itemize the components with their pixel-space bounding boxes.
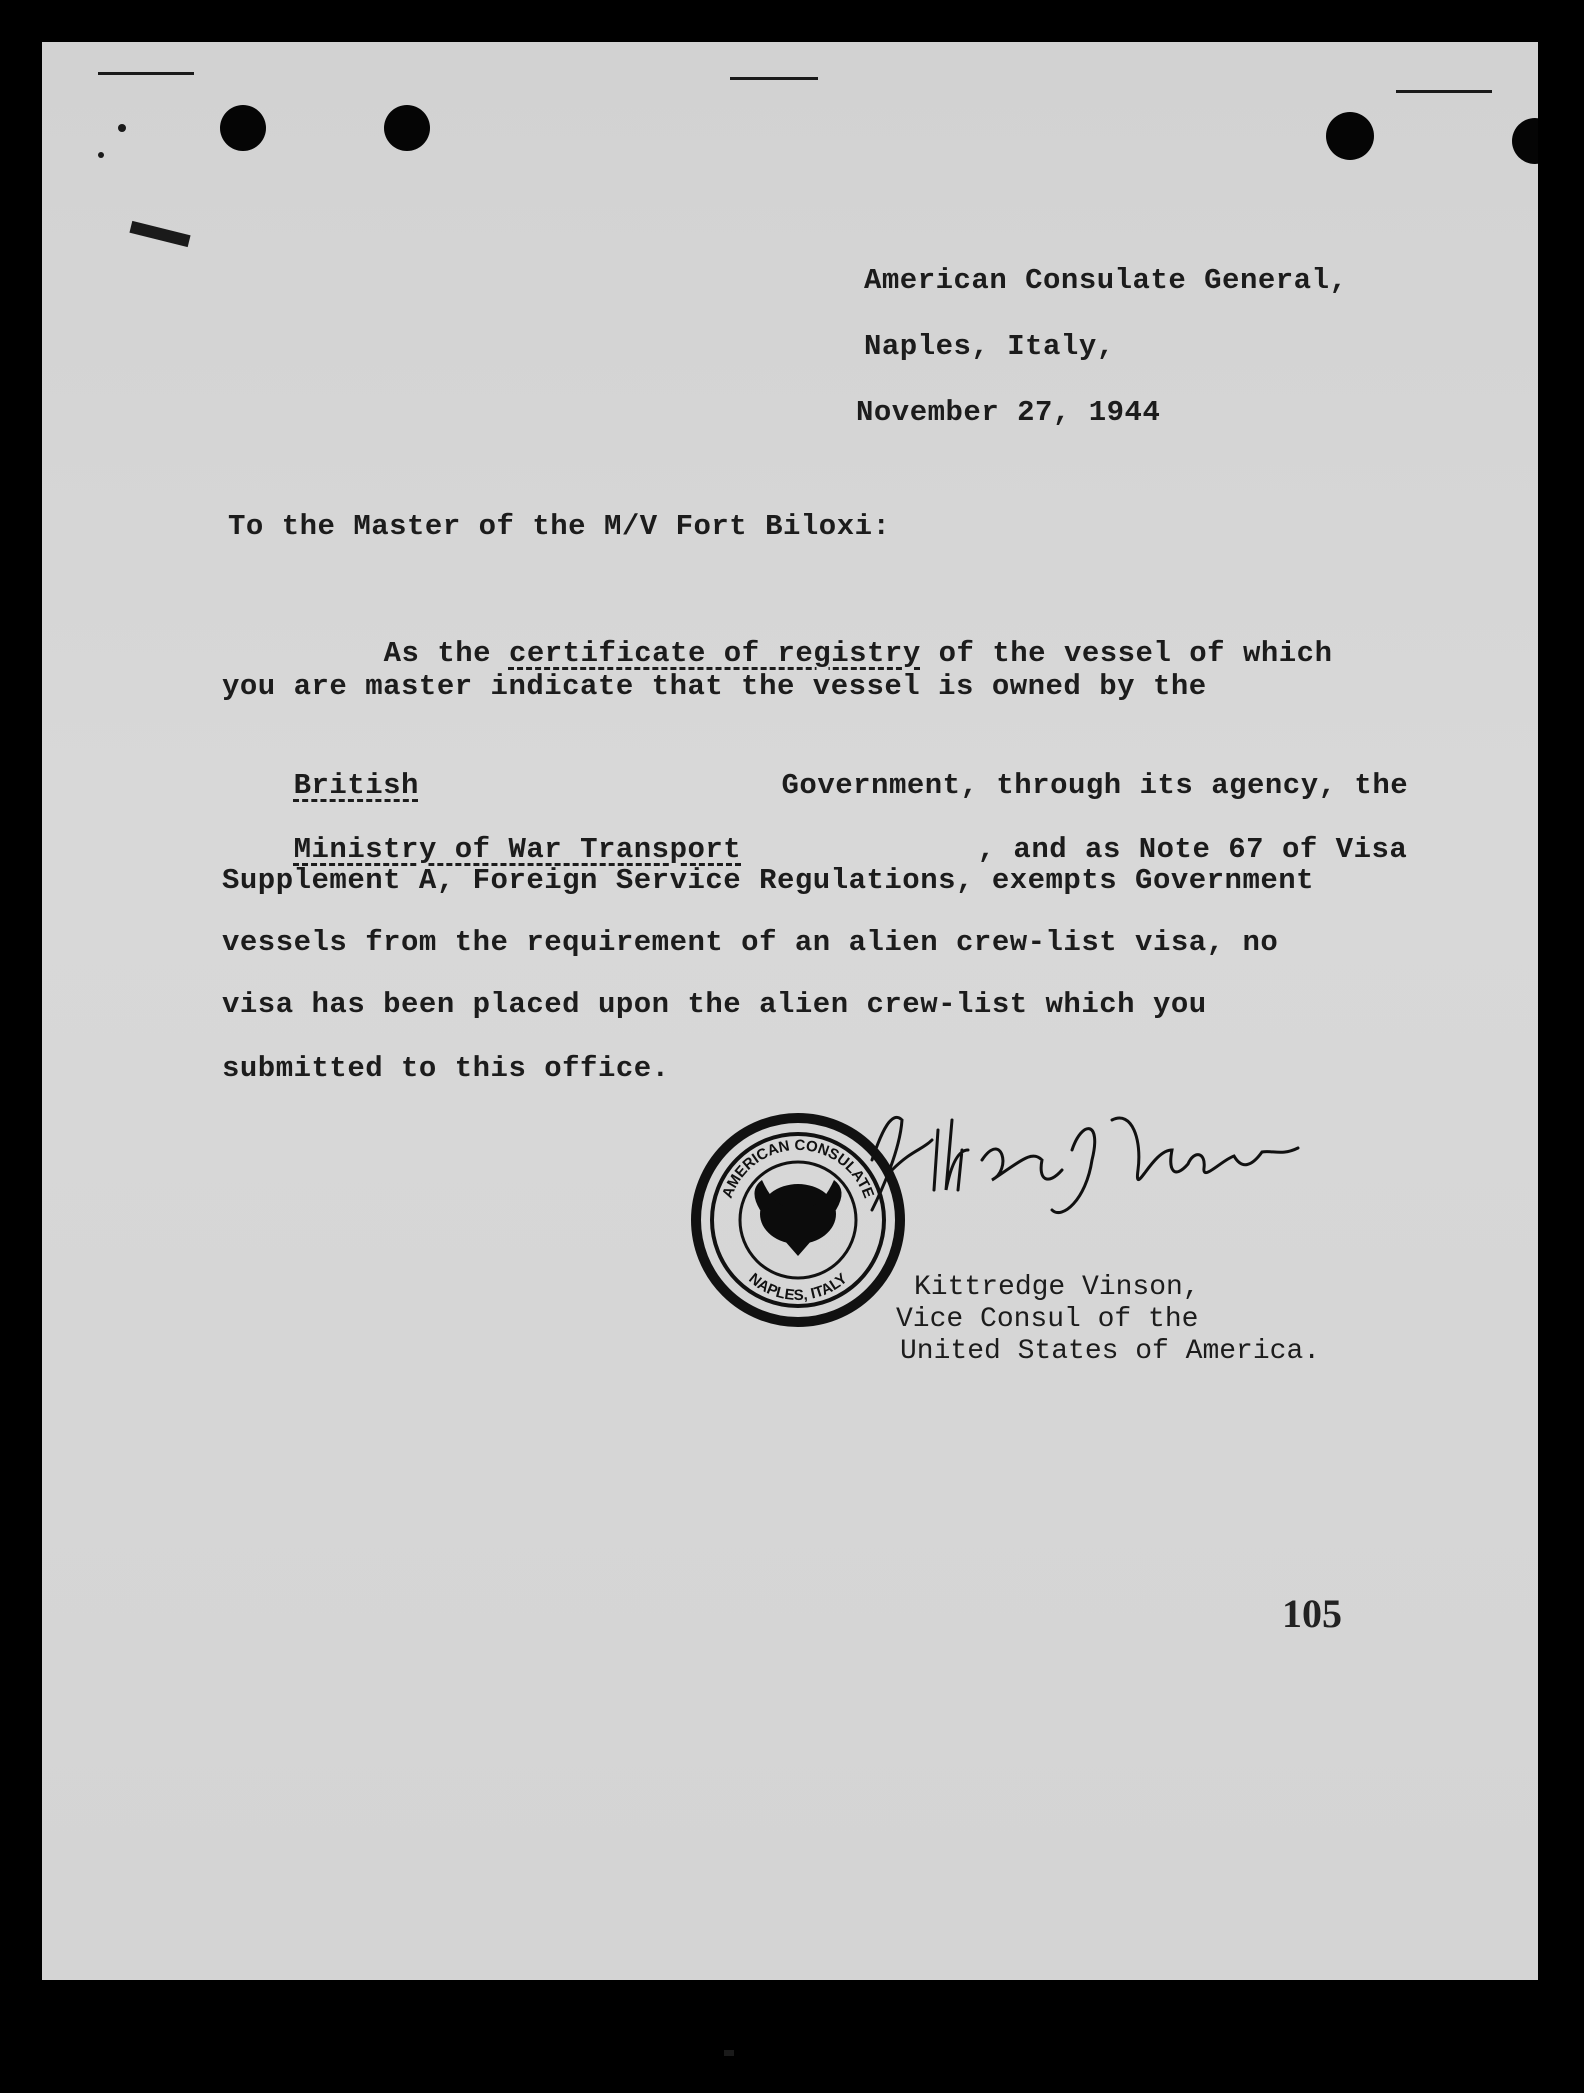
body-text: Government, through its agency, the — [763, 769, 1409, 802]
signer-title-line1: Vice Consul of the — [896, 1304, 1199, 1335]
body-text: , and as Note 67 of Visa — [977, 833, 1408, 866]
body-line: you are master indicate that the vessel is owned by the — [222, 670, 1207, 703]
form-field-government: British — [293, 769, 419, 802]
body-text: of the vessel of which — [920, 637, 1333, 670]
paper-mark — [129, 221, 190, 247]
paper-mark — [98, 152, 104, 158]
eagle-emblem-icon — [754, 1180, 841, 1256]
form-field-document-type: certificate of registry — [508, 637, 921, 670]
paper-mark — [730, 77, 818, 80]
page-number: 105 — [1282, 1591, 1342, 1636]
signer-title-line2: United States of America. — [900, 1336, 1321, 1367]
consulate-name: American Consulate General, — [864, 264, 1348, 297]
seal-bottom-text: NAPLES, ITALY — [745, 1270, 851, 1305]
punch-hole — [384, 105, 430, 151]
paper-mark — [118, 124, 126, 132]
punch-hole — [1326, 112, 1374, 160]
paper-mark — [724, 2050, 734, 2056]
body-line: visa has been placed upon the alien crew-list which you — [222, 988, 1207, 1021]
paper-mark — [1396, 90, 1492, 93]
punch-hole — [1512, 118, 1538, 164]
handwritten-signature — [842, 1090, 1322, 1230]
document-page — [42, 42, 1538, 1980]
body-text: As the — [383, 637, 509, 670]
location: Naples, Italy, — [864, 330, 1115, 363]
salutation: To the Master of the M/V Fort Biloxi: — [228, 510, 891, 543]
body-line: Supplement A, Foreign Service Regulations, exempts Government — [222, 864, 1315, 897]
body-line: vessels from the requirement of an alien crew-list visa, no — [222, 926, 1279, 959]
body-line: submitted to this office. — [222, 1052, 670, 1085]
seal-top-text: AMERICAN CONSULATE — [718, 1136, 878, 1201]
signer-name: Kittredge Vinson, — [914, 1272, 1200, 1303]
punch-hole — [220, 105, 266, 151]
form-field-agency: Ministry of War Transport — [293, 833, 742, 866]
date: November 27, 1944 — [856, 396, 1161, 429]
paper-mark — [98, 72, 194, 75]
